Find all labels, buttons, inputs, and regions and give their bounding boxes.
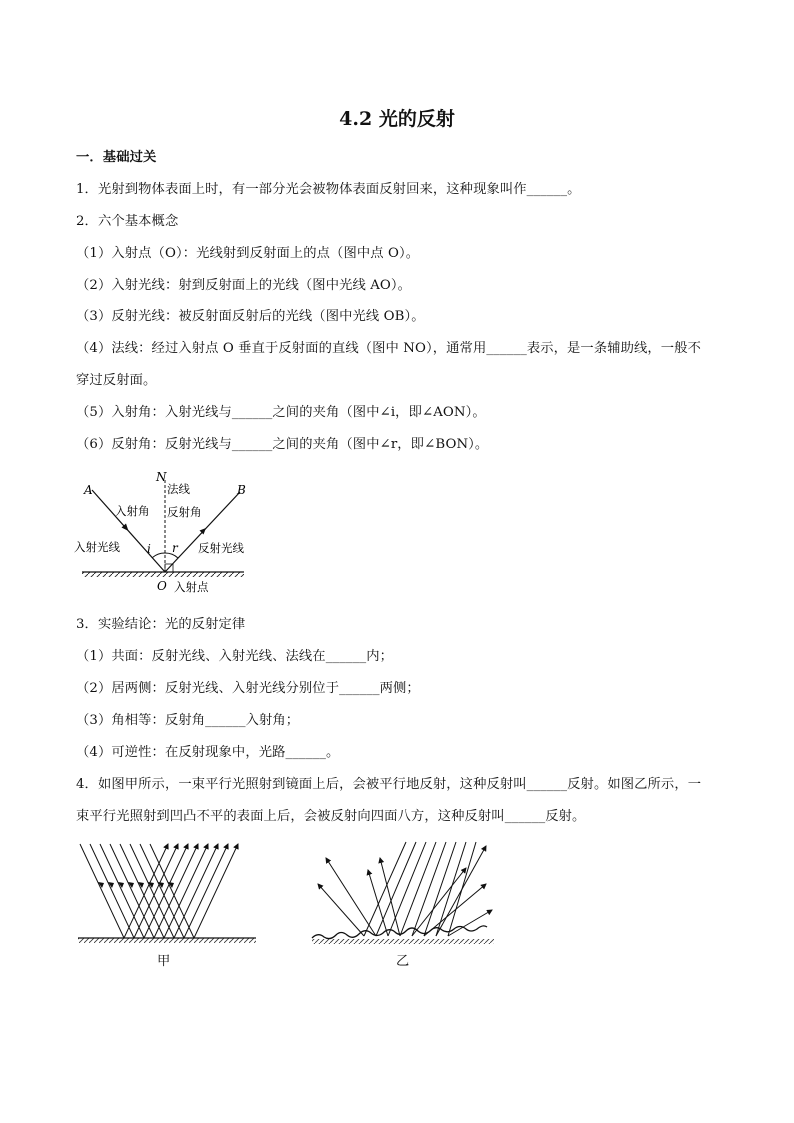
incident-ray-bundle	[80, 844, 194, 938]
scattered-ray	[326, 858, 376, 936]
law-1: （1）共面：反射光线、入射光线、法线在______内；	[76, 649, 393, 664]
scattered-ray	[380, 858, 400, 936]
angle-i-arc	[153, 553, 166, 558]
point-a-label: A	[84, 483, 93, 497]
incident-ray-bundle	[364, 842, 476, 936]
question-4-continued: 束平行光照射到凹凸不平的表面上后，会被反射向四面八方，这种反射叫______反射。	[76, 809, 586, 824]
reflection-angle-label: 反射角	[167, 505, 202, 519]
concept-3: （3）反射光线：被反射面反射后的光线（图中光线 OB）。	[76, 309, 425, 324]
scattered-ray	[436, 846, 486, 936]
incident-ray	[150, 844, 194, 938]
figure-caption-right: 乙	[396, 954, 410, 969]
concept-1: （1）入射点（O）：光线射到反射面上的点（图中点 O）。	[76, 246, 420, 261]
concept-2: （2）入射光线：射到反射面上的光线（图中光线 AO）。	[76, 278, 412, 293]
incident-ray	[90, 844, 134, 938]
reflected-ray	[154, 844, 198, 938]
reflected-ray	[124, 844, 168, 938]
concept-6: （6）反射角：反射光线与______之间的夹角（图中∠r，即∠BON）。	[76, 437, 489, 452]
incident-ray-label: 入射光线	[74, 540, 120, 554]
question-2-heading: 2．六个基本概念	[76, 214, 179, 229]
reflected-ray	[134, 844, 178, 938]
reflection-diagram	[70, 466, 260, 598]
scattered-ray	[368, 870, 388, 936]
concept-4: （4）法线：经过入射点 O 垂直于反射面的直线（图中 NO），通常用______表示，是一条辅助线，一般不	[76, 341, 701, 356]
concept-4-continued: 穿过反射面。	[76, 373, 157, 388]
concept-5: （5）入射角：入射光线与______之间的夹角（图中∠i，即∠AON）。	[76, 405, 486, 420]
normal-label: 法线	[167, 482, 190, 496]
reflected-ray	[174, 844, 218, 938]
question-3-heading: 3．实验结论：光的反射定律	[76, 617, 246, 632]
point-b-label: B	[237, 483, 246, 497]
incident-angle-label: 入射角	[115, 504, 150, 518]
diffuse-reflection-diagram	[310, 838, 498, 948]
specular-reflection-diagram	[74, 838, 260, 948]
page-title: 4.2 光的反射	[339, 108, 455, 130]
point-n-label: N	[156, 470, 167, 484]
law-3: （3）角相等：反射角______入射角；	[76, 713, 300, 728]
mirror-hatching	[78, 938, 256, 943]
scattered-ray	[318, 884, 364, 936]
incident-point-label: 入射点	[174, 580, 209, 594]
reflected-ray	[194, 844, 238, 938]
question-1: 1．光射到物体表面上时，有一部分光会被物体表面反射回来，这种现象叫作______。	[76, 182, 581, 197]
incident-ray	[110, 844, 154, 938]
reflected-ray-label: 反射光线	[198, 541, 244, 555]
reflected-ray	[184, 844, 228, 938]
reflected-ray	[144, 844, 188, 938]
incident-ray	[140, 844, 184, 938]
mirror-hatching	[82, 572, 244, 577]
incident-ray	[364, 842, 406, 936]
incident-ray	[130, 844, 174, 938]
incident-ray	[400, 842, 436, 936]
law-4: （4）可逆性：在反射现象中，光路______。	[76, 745, 340, 760]
law-2: （2）居两侧：反射光线、入射光线分别位于______两侧；	[76, 681, 420, 696]
incident-ray	[120, 844, 164, 938]
incident-ray	[100, 844, 144, 938]
reflected-ray	[164, 844, 208, 938]
angle-i-label: i	[147, 542, 151, 556]
section-heading: 一．基础过关	[76, 150, 157, 165]
surface-hatching	[312, 939, 494, 944]
incident-ray	[80, 844, 124, 938]
reflected-ray-bundle	[124, 844, 238, 938]
angle-r-label: r	[172, 541, 178, 555]
question-4: 4．如图甲所示，一束平行光照射到镜面上后，会被平行地反射，这种反射叫______反射。如图乙所示，一	[76, 777, 702, 792]
figure-caption-left: 甲	[157, 954, 171, 969]
point-o-label: O	[157, 579, 167, 593]
incident-ray	[388, 842, 426, 936]
